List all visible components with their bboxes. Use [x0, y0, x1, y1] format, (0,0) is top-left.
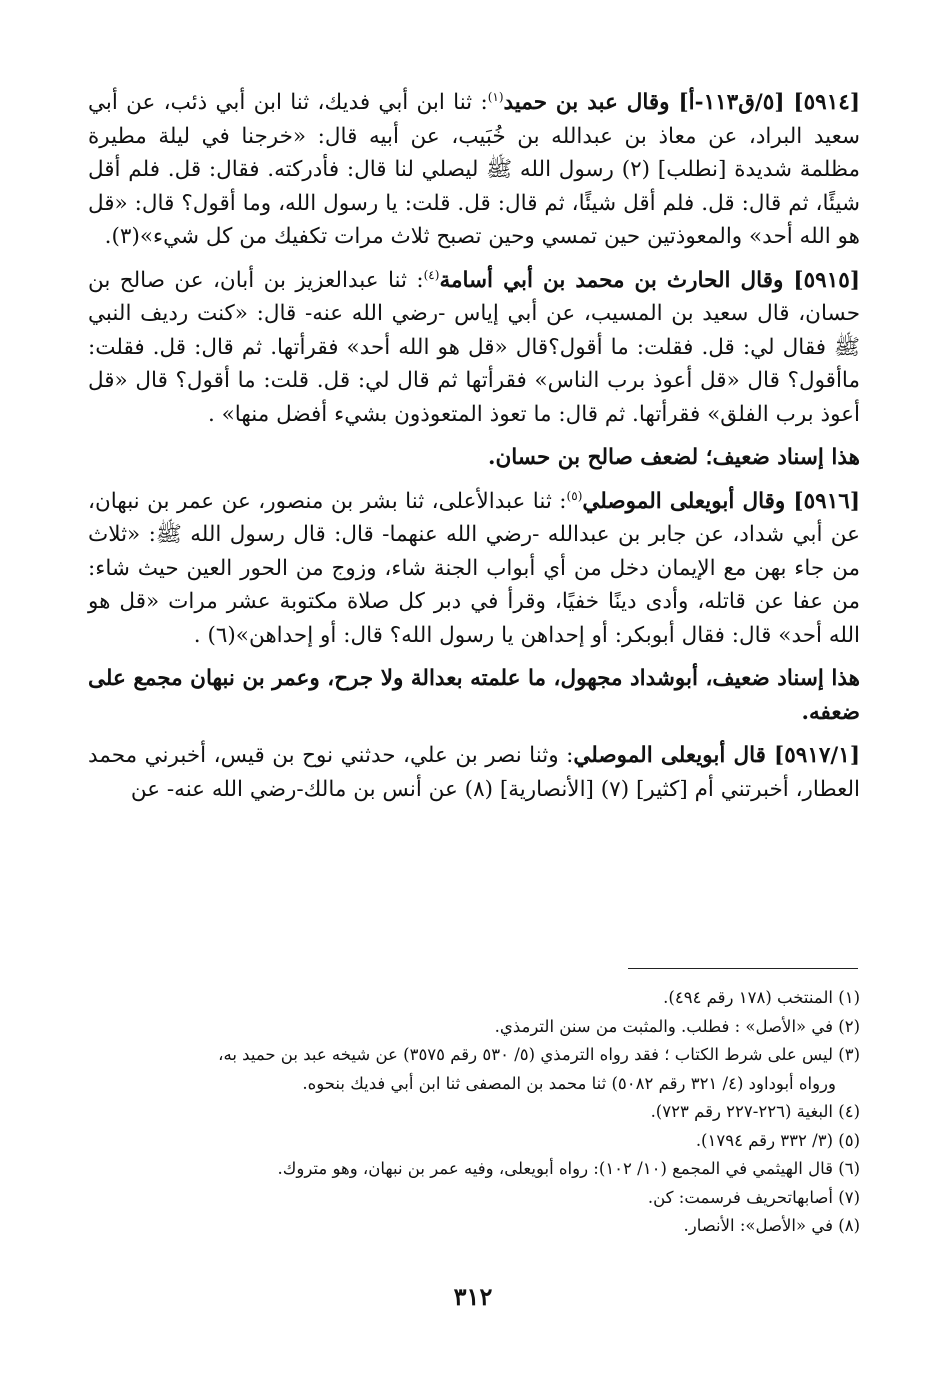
hadith-5914	[88, 86, 860, 254]
footnote-5: (٥) (٣/ ٣٣٢ رقم ١٧٩٤).	[695, 1130, 860, 1150]
page-body	[88, 86, 860, 816]
footnote-3: (٣) ليس على شرط الكتاب ؛ فقد رواه الترمذي (٥/ ٥٣٠ رقم ٣٥٧٥) عن شيخه عبد بن حميد به،	[218, 1045, 860, 1064]
hadith-5915-head: [٥٩١٥] وقال الحارث بن محمد بن أبي أسامة	[439, 267, 860, 293]
hadith-5916-head: [٥٩١٦] وقال أبويعلى الموصلي	[582, 488, 860, 514]
hadith-5915-text: : ثنا عبدالعزيز بن أبان، عن صالح بن حسان، قال سعيد بن المسيب، عن أبي إياس -رضي الله عنه- قال: «كنت رديف النبي ﷺ فقال لي: قل. فقلت: ما أقول؟قال «قل هو الله أحد» فقرأتها. ثم قال: قل. فقلت: ماأقول؟ قال «قل أعوذ برب الناس» فقرأتها ثم قال لي: قل. قلت: ما أقول؟ قال «قل أعوذ برب الفلق» فقرأتها. ثم قال: ما تعوذ المتعوذون بشيء أفضل منها» .	[88, 267, 860, 427]
hadith-5915	[88, 264, 860, 432]
hadith-5914-text: : ثنا ابن أبي فديك، ثنا ابن أبي ذئب، عن أبي سعيد البراد، عن معاذ بن عبدالله بن خُبَيب، عن أبيه قال: «خرجنا في ليلة مطيرة مظلمة شديدة [نطلب] (٢) رسول الله ﷺ ليصلي لنا قال: فأدركته. فقال: قل. فلم أقل شيئًا، ثم قال: قل. فلم أقل شيئًا، ثم قال: قل. قلت: يا رسول الله، وما أقول؟ قال: «قل هو الله أحد» والمعوذتين حين تمسي وحين تصبح ثلاث مرات تكفيك من كل شيء»(٣).	[88, 90, 861, 249]
footnote-ref-1: (١)	[487, 89, 504, 104]
footnote-divider	[628, 968, 858, 969]
hadith-5917-text: : وثنا نصر بن علي، حدثني نوح بن قيس، أخبرني محمد العطار، أخبرتني أم [كثير] (٧) [الأنصارية] (٨) عن أنس بن مالك-رضي الله عنه- عن	[88, 743, 860, 802]
footnotes	[88, 984, 860, 1241]
footnote-1: (١) المنتخب (١٧٨ رقم ٤٩٤).	[663, 988, 860, 1007]
footnote-6: (٦) قال الهيثمي في المجمع (١٠/ ١٠٢): رواه أبويعلى، وفيه عمر بن نبهان، وهو متروك.	[277, 1159, 860, 1178]
footnote-7: (٧) أصابهاتحريف فرسمت: كن.	[647, 1187, 860, 1207]
footnote-ref-4: (٤)	[423, 267, 440, 282]
footnote-8: (٨) في «الأصل»: الأنصار.	[683, 1216, 860, 1235]
hadith-5917-head: [٥٩١٧/١] قال أبويعلى الموصلي	[573, 743, 860, 768]
footnote-4: (٤) البغية (٢٢٦-٢٢٧ رقم ٧٢٣).	[650, 1102, 860, 1121]
footnote-ref-5: (٥)	[566, 488, 583, 503]
grading-5916: هذا إسناد ضعيف، أبوشداد مجهول، ما علمته بعدالة ولا جرح، وعمر بن نبهان مجمع على ضعفه.	[88, 666, 860, 725]
hadith-5916-text: : ثنا عبدالأعلى، ثنا بشر بن منصور، عن عمر بن نبهان، عن أبي شداد، عن جابر بن عبدالله -رضي الله عنهما- قال: قال رسول الله ﷺ: «ثلاث من جاء بهن مع الإيمان دخل من أي أبواب الجنة شاء، وزوج من الحور العين حيث شاء: من عفا عن قاتله، وأدى دينًا خفيًا، وقرأ في دبر كل صلاة مكتوبة عشر مرات «قل هو الله أحد» قال: فقال أبوبكر: أو إحداهن يا رسول الله؟ قال: أو إحداهن»(٦) .	[88, 488, 860, 648]
hadith-5916	[88, 485, 860, 653]
footnote-3-continued: ورواه أبوداود (٤/ ٣٢١ رقم ٥٠٨٢) ثنا محمد بن المصفى ثنا ابن أبي فديك بنحوه.	[302, 1073, 836, 1093]
grading-5915: هذا إسناد ضعيف؛ لضعف صالح بن حسان.	[487, 445, 860, 470]
hadith-5914-head: [٥٩١٤] [٥/ق١١٣-أ] وقال عبد بن حميد	[503, 90, 860, 115]
page-number: ٣١٢	[453, 1282, 493, 1311]
footnote-2: (٢) في «الأصل» : فطلب. والمثبت من سنن الترمذي.	[494, 1016, 860, 1036]
hadith-5917	[88, 739, 860, 806]
